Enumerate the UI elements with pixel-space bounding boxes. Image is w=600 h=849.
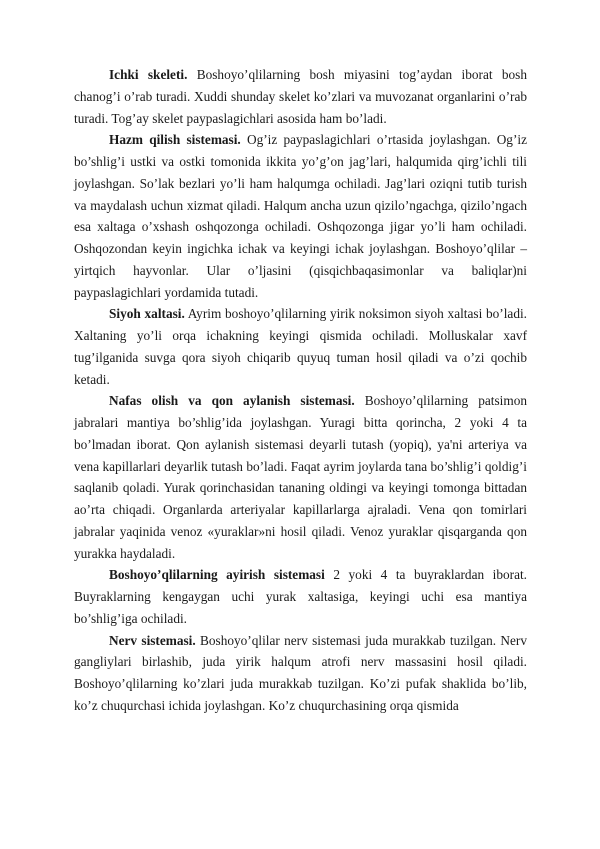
text-digestive-system: Og’iz paypaslagichlari o’rtasida joylashgan. Og’iz bo’shlig’i ustki va ostki tomonida ikkita yo’g’on jag’lari, halqumida qirg’ichli tili joylashgan. So’lak bezlari yo’li ham halqumga ochiladi. Jag’lari oziqni tutib turish va maydalash uchun xizmat qiladi. Halqum ancha uzun qizilo’ngachga, qizilo’ngach esa xaltaga o’xshash oshqozonga ochiladi. Oshqozonga jigar yo’li ham ochiladi. Oshqozondan keyin ingichka ichak va keyingi ichak joylashgan. Boshoyo’qlilar – yirtqich hayvonlar. Ular o’ljasini (qisqichbaqasimonlar va baliqlar)ni paypaslagichlari yordamida tutadi.	[74, 132, 527, 300]
paragraph-digestive-system	[74, 129, 527, 303]
paragraph-internal-skeleton	[74, 64, 527, 129]
paragraph-nervous-system	[74, 630, 527, 717]
text-internal-skeleton: Boshoyo’qlilarning bosh miyasini tog’aydan iborat bosh chanog’i o’rab turadi. Xuddi shunday skelet ko’zlari va muvozanat organlarini o’rab turadi. Tog’ay skelet paypaslagichlari asosida ham bo’ladi.	[74, 67, 527, 126]
heading-excretory-system: Boshoyo’qlilarning ayirish sistemasi	[109, 567, 325, 583]
heading-ink-sac: Siyoh xaltasi.	[109, 306, 185, 322]
heading-respiration-circulation: Nafas olish va qon aylanish sistemasi.	[109, 393, 355, 409]
paragraph-respiration-circulation	[74, 390, 527, 564]
text-nervous-system: Boshoyo’qlilar nerv sistemasi juda murakkab tuzilgan. Nerv gangliylari birlashib, juda yirik halqum atrofi nerv massasini hosil qiladi. Boshoyo’qlilarning ko’zlari juda murakkab tuzilgan. Ko’zi pufak shaklida bo’lib, ko’z chuqurchasi ichida joylashgan. Ko’z chuqurchasining orqa qismida	[74, 632, 527, 713]
text-ink-sac: Ayrim boshoyo’qlilarning yirik noksimon siyoh xaltasi bo’ladi. Xaltaning yo’li orqa ichakning keyingi qismida ochiladi. Molluskalar xavf tug’ilganida suvga qora siyoh chiqarib quyuq tuman hosil qiladi va o’zi qochib ketadi.	[74, 306, 527, 387]
document-body	[74, 64, 527, 717]
heading-digestive-system: Hazm qilish sistemasi.	[109, 132, 241, 148]
text-excretory-system: 2 yoki 4 ta buyraklardan iborat. Buyraklarning kengaygan uchi yurak xaltasiga, keyingi uchi esa mantiya bo’shlig’iga ochiladi.	[74, 567, 527, 626]
paragraph-ink-sac	[74, 303, 527, 390]
heading-nervous-system: Nerv sistemasi.	[109, 632, 196, 648]
heading-internal-skeleton: Ichki skeleti.	[109, 67, 188, 82]
paragraph-excretory-system	[74, 564, 527, 629]
text-respiration-circulation: Boshoyo’qlilarning patsimon jabralari mantiya bo’shlig’ida joylashgan. Yuragi bitta qorincha, 2 yoki 4 ta bo’lmadan iborat. Qon aylanish sistemasi deyarli tutash (yopiq), ya'ni arteriya va vena kapillarlari deyarlik tutash bo’ladi. Faqat ayrim joylarda tana bo’shlig’i qoldig’i saqlanib qoladi. Yurak qorinchasidan tananing oldingi va keyingi tomonga bittadan ao’rta chiqadi. Organlarda arteriyalar kapillarlarga ajraladi. Vena qon tomirlari jabralar yaqinida venoz «yuraklar»ni hosil qiladi. Venoz yuraklar qisqarganda qon yurakka haydaladi.	[74, 393, 527, 561]
